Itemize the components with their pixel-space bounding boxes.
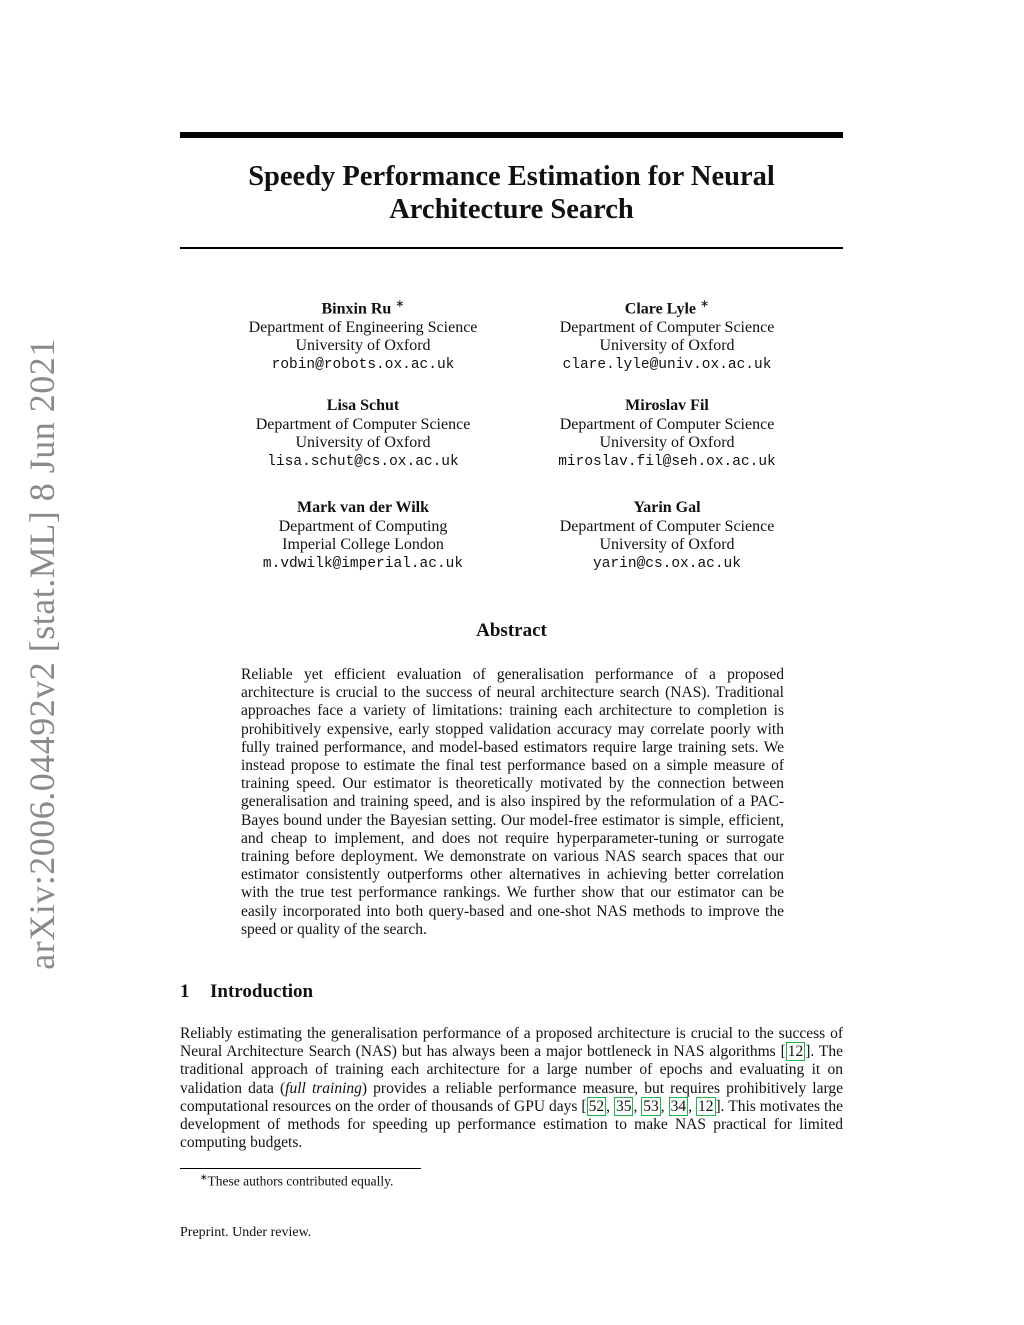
- author-name: Miroslav Fil: [625, 397, 709, 414]
- author-department: Department of Computing: [278, 517, 448, 535]
- citation-link[interactable]: 34: [670, 1097, 687, 1115]
- abstract-text: Reliable yet efficient evaluation of generalisation performance of a proposed architecture is crucial to the success of neural architecture search (NAS). Traditional approaches face a variety of limitations: training each architecture to completion is prohibitively expensive, early stopped validation accuracy may correlate poorly with fully trained performance, and model-based estimators require large training sets. We instead propose to estimate the final test performance based on a simple measure of training speed. Our estimator is theoretically motivated by the connection between generalisation and training speed, and is also inspired by the reformulation of a PAC-Bayes bound under the Bayesian setting. Our model-free estimator is simple, efficient, and cheap to implement, and does not require hyperparameter-tuning or surrogate training before deployment. We demonstrate on various NAS search spaces that our estimator consistently outperforms other alternatives in achieving better correlation with the true test performance rankings. We further show that our estimator can be easily incorporated into both query-based and one-shot NAS methods to improve the speed or quality of the search.: [241, 666, 784, 938]
- author-email: yarin@cs.ox.ac.uk: [593, 555, 741, 572]
- author-name: Clare Lyle ∗: [624, 298, 710, 318]
- author-department: Department of Computer Science: [559, 415, 775, 433]
- author-block: [502, 397, 832, 471]
- author-block: [502, 295, 832, 374]
- emphasis-text: full training: [285, 1079, 362, 1097]
- title-rule-top: [180, 132, 843, 138]
- citation-link[interactable]: 53: [643, 1097, 659, 1115]
- author-department: Department of Computer Science: [559, 517, 775, 535]
- citation-link[interactable]: 12: [698, 1097, 714, 1115]
- author-email: miroslav.fil@seh.ox.ac.uk: [558, 453, 776, 470]
- footnote-rule: [180, 1168, 421, 1169]
- author-block: [198, 397, 528, 471]
- author-name: Binxin Ru ∗: [321, 298, 405, 318]
- author-institution: University of Oxford: [295, 434, 431, 451]
- introduction-paragraph: Reliably estimating the generalisation performance of a proposed architecture is crucial to the success of Neural Architecture Search (NAS) but has always been a major bottleneck in NAS algorithms [ 12 ]. The traditional approach of training each architecture for a large number of epochs and evaluating it on validation data (full training) provides a reliable performance measure, but requires prohibitively large computational resources on the order of thousands of GPU days [ 52 , 35 , 53 , 34 , 12 ]. This motivates the development of methods for speeding up performance estimation to make NAS practical for limited computing budgets.: [180, 1025, 844, 1152]
- author-block: [198, 499, 528, 573]
- section-number: 1: [180, 981, 190, 1002]
- section-title: Introduction: [210, 981, 314, 1002]
- author-institution: University of Oxford: [599, 337, 735, 355]
- author-institution: University of Oxford: [599, 434, 735, 451]
- author-institution: Imperial College London: [282, 536, 444, 553]
- author-email: robin@robots.ox.ac.uk: [271, 356, 455, 373]
- author-email: clare.lyle@univ.ox.ac.uk: [562, 356, 772, 373]
- author-name: Yarin Gal: [633, 499, 701, 516]
- arxiv-stamp: [0, 0, 80, 1325]
- preprint-notice: Preprint. Under review.: [180, 1225, 312, 1240]
- author-email: m.vdwilk@imperial.ac.uk: [262, 555, 464, 572]
- author-institution: University of Oxford: [295, 337, 431, 355]
- abstract-heading: Abstract: [476, 620, 547, 641]
- author-department: Department of Computer Science: [255, 415, 471, 433]
- author-block: [502, 499, 832, 573]
- arxiv-identifier: arXiv:2006.04492v2 [stat.ML] 8 Jun 2021: [22, 338, 62, 970]
- author-department: Department of Engineering Science: [248, 318, 478, 336]
- title-rule-bottom: [180, 247, 843, 249]
- citation-link[interactable]: 35: [615, 1097, 632, 1115]
- title-line-2: Architecture Search: [389, 194, 634, 225]
- author-institution: University of Oxford: [599, 536, 735, 553]
- title-line-1: Speedy Performance Estimation for Neural: [248, 161, 775, 192]
- citation-link[interactable]: 52: [588, 1097, 605, 1115]
- author-name: Lisa Schut: [326, 397, 400, 414]
- section-heading: [180, 981, 313, 1003]
- citation-link[interactable]: 12: [787, 1043, 804, 1061]
- author-block: [198, 295, 528, 374]
- author-department: Department of Computer Science: [559, 318, 775, 336]
- paper-title: [180, 160, 843, 226]
- footnote: ∗These authors contributed equally.: [200, 1172, 394, 1189]
- author-email: lisa.schut@cs.ox.ac.uk: [267, 453, 459, 470]
- author-name: Mark van der Wilk: [296, 499, 430, 516]
